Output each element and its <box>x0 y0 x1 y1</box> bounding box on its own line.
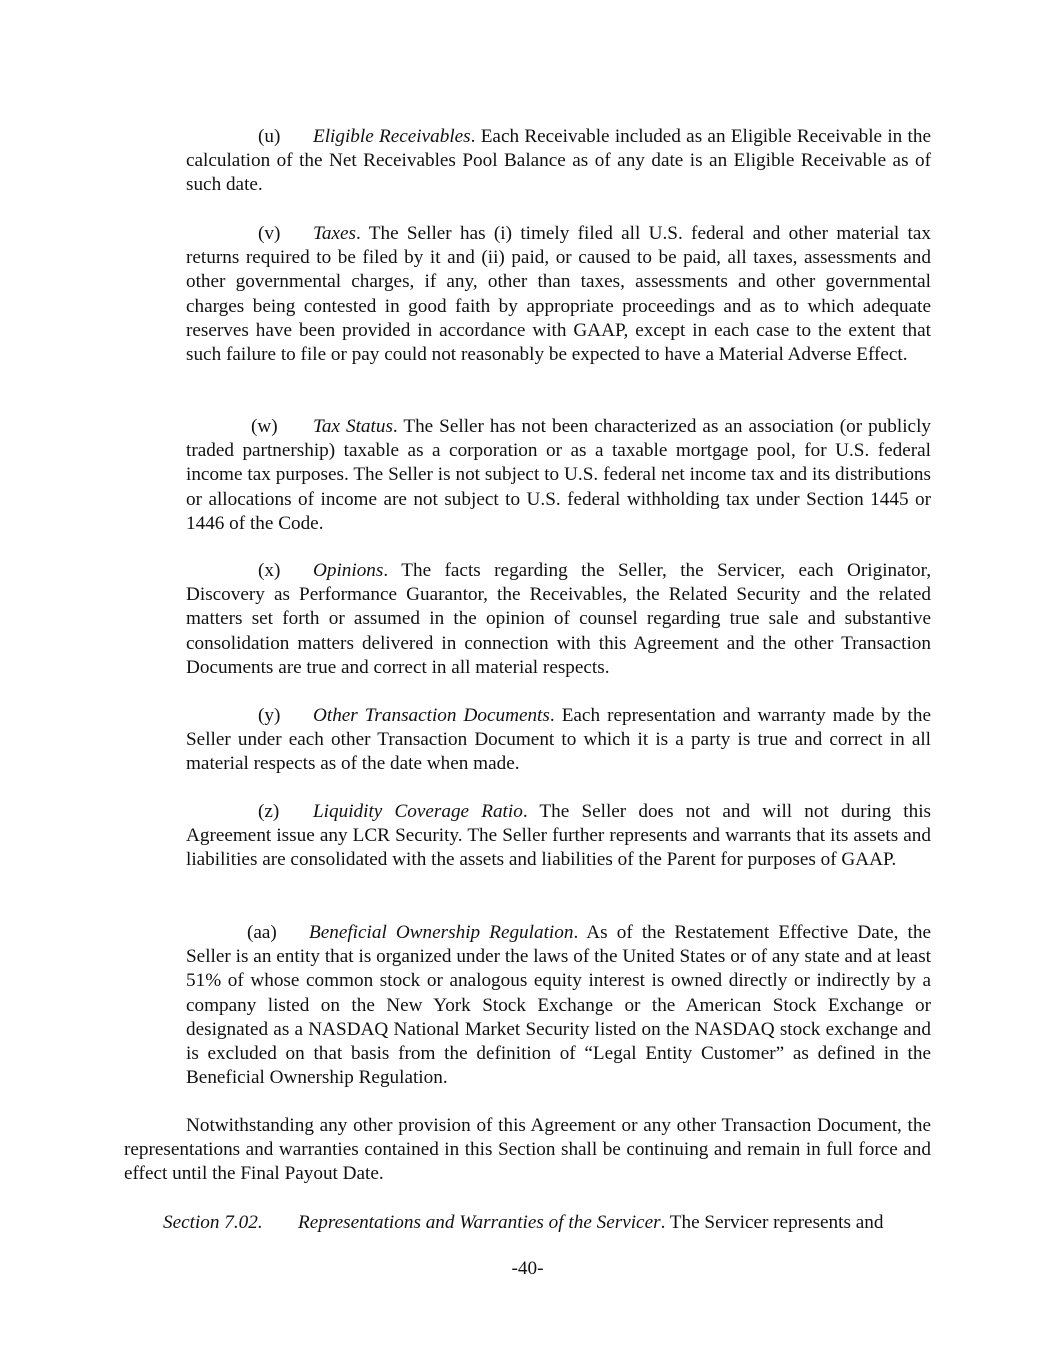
clause-heading: Eligible Receivables <box>313 126 471 147</box>
clause-marker: (z) <box>258 801 280 822</box>
clause-body: . The Seller has (i) timely filed all U.S. federal and other material tax returns required to be filed by it and (ii) paid, or caused to be paid, all taxes, assessments and other governmental charges, if any, other than taxes, assessments and other governmental charges being contested in good faith by appropriate proceedings and as to which adequate reserves have been provided in accordance with GAAP, except in each case to the extent that such failure to file or pay could not reasonably be expected to have a Material Adverse Effect. <box>186 223 931 366</box>
clause-body: . As of the Restatement Effective Date, the Seller is an entity that is organized under the laws of the United States or of any state and at least 51% of whose common stock or analogous equity interest is owned directly or indirectly by a company listed on the New York Stock Exchange or the American Stock Exchange or designated as a NASDAQ National Market Security listed on the NASDAQ stock exchange and is excluded on that basis from the definition of “Legal Entity Customer” as defined in the Beneficial Ownership Regulation. <box>186 922 931 1089</box>
clause-heading: Opinions <box>313 560 384 581</box>
closing-paragraph <box>124 1114 931 1187</box>
clause-heading: Other Transaction Documents <box>313 705 550 726</box>
clause-heading: Beneficial Ownership Regulation <box>309 922 574 943</box>
section-heading-line <box>163 1211 931 1235</box>
clause-u <box>186 125 931 198</box>
clause-body: . The Seller does not and will not during this Agreement issue any LCR Security. The Seller further represents and warrants that its assets and liabilities are consolidated with the assets and liabilities of the Parent for purposes of GAAP. <box>186 801 931 871</box>
clause-marker: (u) <box>258 126 281 147</box>
page-number: -40- <box>511 1258 544 1279</box>
clause-marker: (x) <box>258 560 281 581</box>
clause-body: . Each representation and warranty made by the Seller under each other Transaction Document to which it is a party is true and correct in all material respects as of the date when made. <box>186 705 931 775</box>
clause-w <box>186 415 931 536</box>
clause-v <box>186 222 931 367</box>
clause-aa <box>186 921 931 1090</box>
section-title: Representations and Warranties of the Servicer <box>298 1212 661 1233</box>
clause-heading: Liquidity Coverage Ratio <box>313 801 523 822</box>
clause-marker: (y) <box>258 705 281 726</box>
clause-y <box>186 704 931 777</box>
clause-heading: Tax Status <box>313 416 393 437</box>
clause-x <box>186 559 931 680</box>
closing-paragraph-text: Notwithstanding any other provision of this Agreement or any other Transaction Document, the representations and warranties contained in this Section shall be continuing and remain in full force and effect until the Final Payout Date. <box>124 1115 931 1185</box>
clause-body: . The Seller has not been characterized as an association (or publicly traded partnership) taxable as a corporation or as a taxable mortgage pool, for U.S. federal income tax purposes. The Seller is not subject to U.S. federal net income tax and its distributions or allocations of income are not subject to U.S. federal withholding tax under Section 1445 or 1446 of the Code. <box>186 416 931 534</box>
section-number: Section 7.02. <box>163 1212 263 1233</box>
clause-body: . The facts regarding the Seller, the Servicer, each Originator, Discovery as Performance Guarantor, the Receivables, the Related Security and the related matters set forth or assumed in the opinion of counsel regarding true sale and substantive consolidation matters delivered in connection with this Agreement and the other Transaction Documents are true and correct in all material respects. <box>186 560 931 678</box>
clause-body: . Each Receivable included as an Eligible Receivable in the calculation of the Net Receivables Pool Balance as of any date is an Eligible Receivable as of such date. <box>186 126 931 196</box>
clause-marker: (w) <box>251 416 278 437</box>
clause-marker: (aa) <box>247 922 277 943</box>
clause-z <box>186 800 931 873</box>
clause-marker: (v) <box>258 223 281 244</box>
clause-heading: Taxes <box>313 223 357 244</box>
section-body: . The Servicer represents and <box>660 1212 884 1233</box>
